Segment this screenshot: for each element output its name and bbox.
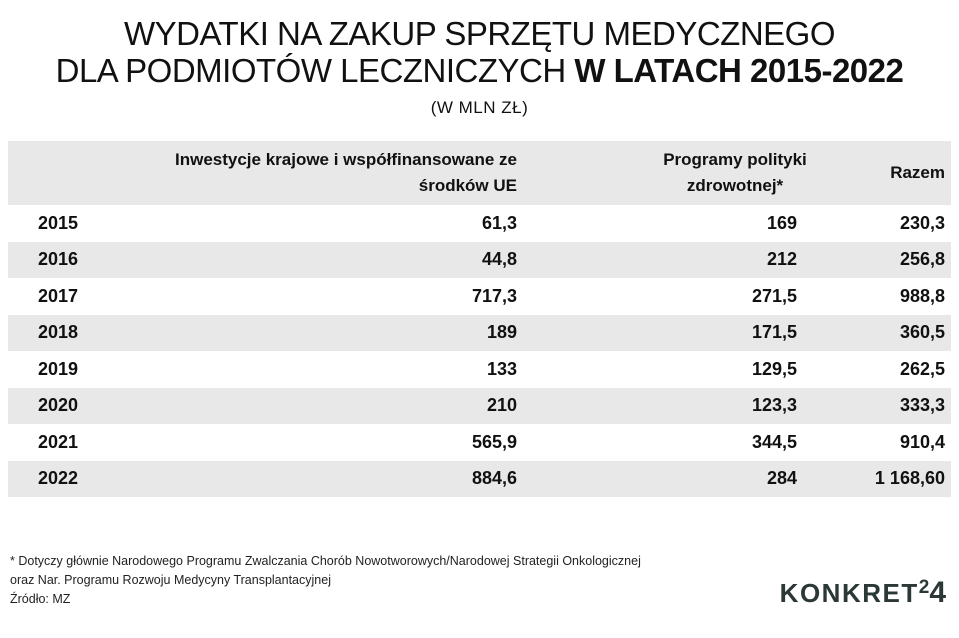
logo-wordmark: KONKRET: [779, 578, 919, 608]
razem-cell: 910,4: [899, 431, 945, 452]
inwestycje-header-line1: Inwestycje krajowe i współfinansowane ze: [174, 150, 517, 169]
konkret24-logo: [780, 576, 946, 610]
title-line2-light: DLA PODMIOTÓW LECZNICZYCH: [55, 52, 566, 89]
razem-cell: 360,5: [803, 315, 951, 352]
inwestycje-cell: 210: [108, 388, 523, 425]
title-line1-text: WYDATKI NA ZAKUP SPRZĘTU MEDYCZNEGO: [123, 15, 836, 52]
footnote-line2: oraz Nar. Programu Rozwoju Medycyny Transplantacyjnej: [10, 573, 331, 587]
razem-cell: 333,3: [803, 388, 951, 425]
table-row: [8, 351, 951, 388]
razem-cell: 1 168,60: [803, 461, 951, 498]
inwestycje-cell: 133: [486, 358, 517, 379]
inwestycje-cell: 61,3: [481, 212, 517, 233]
title-block: [0, 0, 959, 118]
programy-cell: 344,5: [751, 431, 797, 452]
razem-column-header: Razem: [803, 141, 951, 205]
inwestycje-cell: 565,9: [471, 431, 517, 452]
programy-cell: 212: [523, 242, 803, 279]
table-row: [8, 242, 951, 279]
inwestycje-column-header: [108, 141, 523, 205]
page-title-line1: [0, 15, 959, 52]
programy-cell: 171,5: [523, 315, 803, 352]
year-cell: 2017: [38, 285, 79, 306]
table-row: [8, 278, 951, 315]
table-row: [8, 424, 951, 461]
footnote-line1: * Dotyczy głównie Narodowego Programu Zwalczania Chorób Nowotworowych/Narodowej Strategii Onkologicznej: [10, 554, 641, 568]
razem-cell: 262,5: [899, 358, 945, 379]
title-line2-bold: W LATACH 2015-2022: [574, 52, 904, 89]
inwestycje-cell: 884,6: [108, 461, 523, 498]
year-cell: 2022: [8, 461, 108, 498]
inwestycje-header-line2: środków UE: [418, 176, 517, 195]
table-row: [8, 388, 951, 425]
year-cell: 2020: [8, 388, 108, 425]
expenditure-table: [8, 141, 951, 497]
inwestycje-cell: 717,3: [471, 285, 517, 306]
logo-digit-2: 2: [918, 577, 930, 598]
table-header-row: [8, 141, 951, 205]
table-row: [8, 315, 951, 352]
programy-cell: 169: [766, 212, 797, 233]
razem-cell: 230,3: [899, 212, 945, 233]
programy-column-header: [523, 141, 807, 205]
inwestycje-cell: 189: [108, 315, 523, 352]
programy-cell: 129,5: [751, 358, 797, 379]
table-row: [8, 461, 951, 498]
year-cell: 2019: [38, 358, 79, 379]
logo-digit-4: 4: [929, 576, 946, 609]
programy-cell: 123,3: [523, 388, 803, 425]
inwestycje-cell: 44,8: [108, 242, 523, 279]
source-label: Źródło: MZ: [10, 592, 71, 606]
programy-header-line2: zdrowotnej*: [686, 176, 784, 195]
razem-cell: 256,8: [803, 242, 951, 279]
year-cell: 2021: [38, 431, 79, 452]
page-title-line2: [0, 52, 959, 89]
unit-subtitle: (W MLN ZŁ): [430, 98, 529, 117]
year-cell: 2015: [38, 212, 79, 233]
programy-cell: 271,5: [751, 285, 797, 306]
programy-header-line1: Programy polityki: [663, 150, 807, 169]
footnote-block: [10, 552, 641, 609]
year-cell: 2016: [8, 242, 108, 279]
year-cell: 2018: [8, 315, 108, 352]
table-row: [8, 205, 951, 242]
year-column-header: [8, 141, 108, 205]
programy-cell: 284: [523, 461, 803, 498]
razem-cell: 988,8: [899, 285, 945, 306]
